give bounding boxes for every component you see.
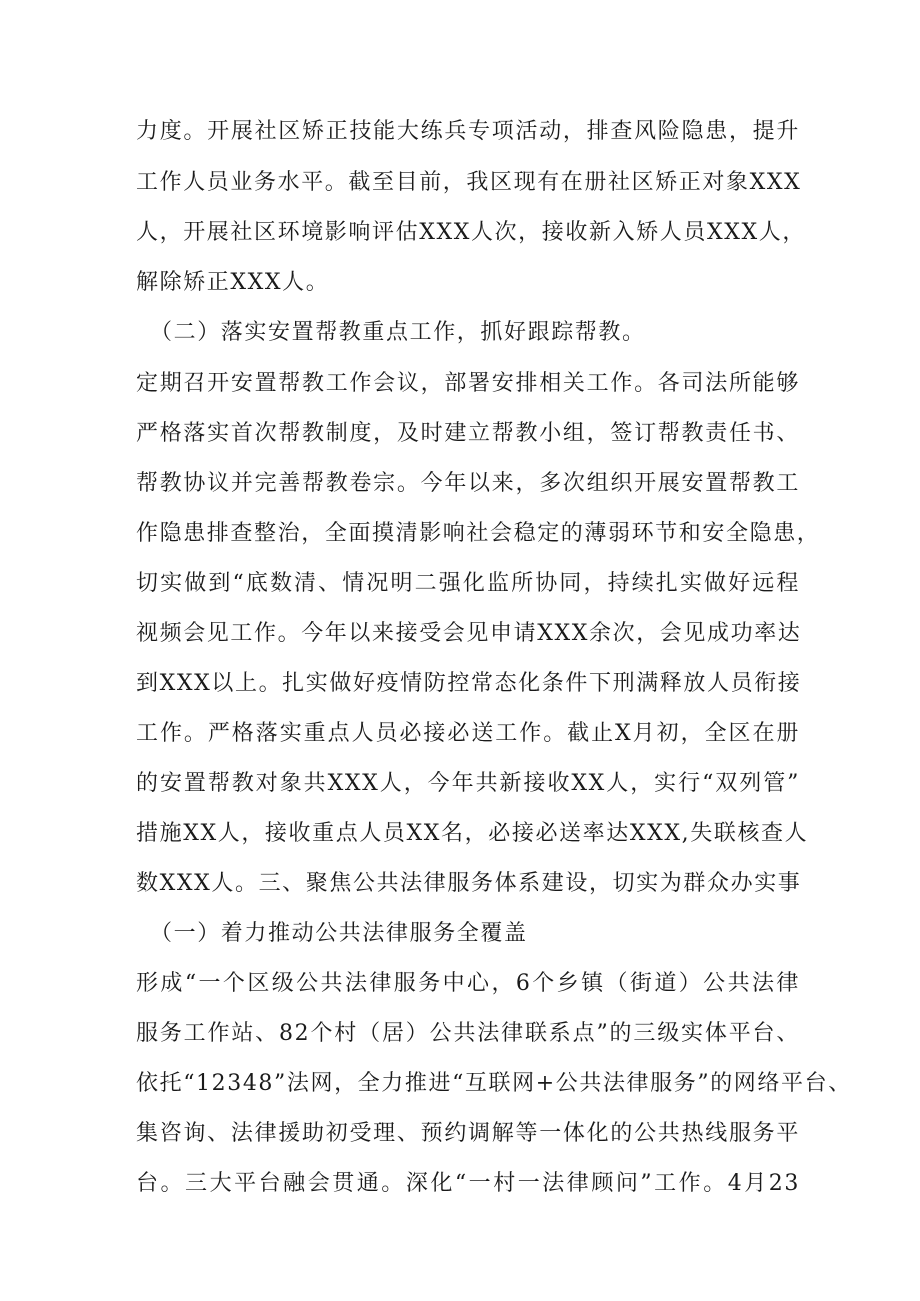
paragraph-line: 解除矫正XXX人。 xyxy=(136,270,330,295)
paragraph-line: 视频会见工作。今年以来接受会见申请XXX余次，会见成功率达 xyxy=(136,621,802,646)
paragraph-line: 工作。严格落实重点人员必接必送工作。截止X月初，全区在册 xyxy=(136,721,800,746)
paragraph-line: 严格落实首次帮教制度，及时建立帮教小组，签订帮教责任书、 xyxy=(136,421,800,446)
paragraph-line: 形成“一个区级公共法律服务中心，6个乡镇（街道）公共法律 xyxy=(136,971,800,996)
paragraph-line: 台。三大平台融会贯通。深化“一村一法律顾问”工作。4月23 xyxy=(136,1171,800,1196)
paragraph-line: 集咨询、法律援助初受理、预约调解等一体化的公共热线服务平 xyxy=(136,1121,800,1146)
paragraph-line: 工作人员业务水平。截至目前，我区现有在册社区矫正对象XXX xyxy=(136,170,802,195)
paragraph-line: 人，开展社区环境影响评估XXX人次，接收新入矫人员XXX人， xyxy=(136,220,806,245)
paragraph-line: 数XXX人。三、聚焦公共法律服务体系建设，切实为群众办实事 xyxy=(136,871,802,896)
section-heading: （二）落实安置帮教重点工作，抓好跟踪帮教。 xyxy=(150,320,646,345)
paragraph-line: 的安置帮教对象共XXX人，今年共新接收XX人，实行“双列管” xyxy=(136,771,800,796)
paragraph-line: 依托“12348”法网，全力推进“互联网+公共法律服务”的网络平台、 xyxy=(136,1071,852,1096)
paragraph-line: 帮教协议并完善帮教卷宗。今年以来，多次组织开展安置帮教工 xyxy=(136,471,800,496)
paragraph-line: 作隐患排查整治，全面摸清影响社会稳定的薄弱环节和安全隐患， xyxy=(136,521,821,546)
paragraph-line: 力度。开展社区矫正技能大练兵专项活动，排查风险隐患，提升 xyxy=(136,119,800,144)
paragraph-line: 到XXX以上。扎实做好疫情防控常态化条件下刑满释放人员衔接 xyxy=(136,671,802,696)
paragraph-line: 定期召开安置帮教工作会议，部署安排相关工作。各司法所能够 xyxy=(136,371,800,396)
paragraph-line: 切实做到“底数清、情况明二强化监所协同，持续扎实做好远程 xyxy=(136,571,800,596)
paragraph-line: 措施XX人，接收重点人员XX名，必接必送率达XXX,失联核查人 xyxy=(136,821,809,846)
section-heading: （一）着力推动公共法律服务全覆盖 xyxy=(150,921,528,946)
paragraph-line: 服务工作站、82个村（居）公共法律联系点”的三级实体平台、 xyxy=(136,1021,800,1046)
